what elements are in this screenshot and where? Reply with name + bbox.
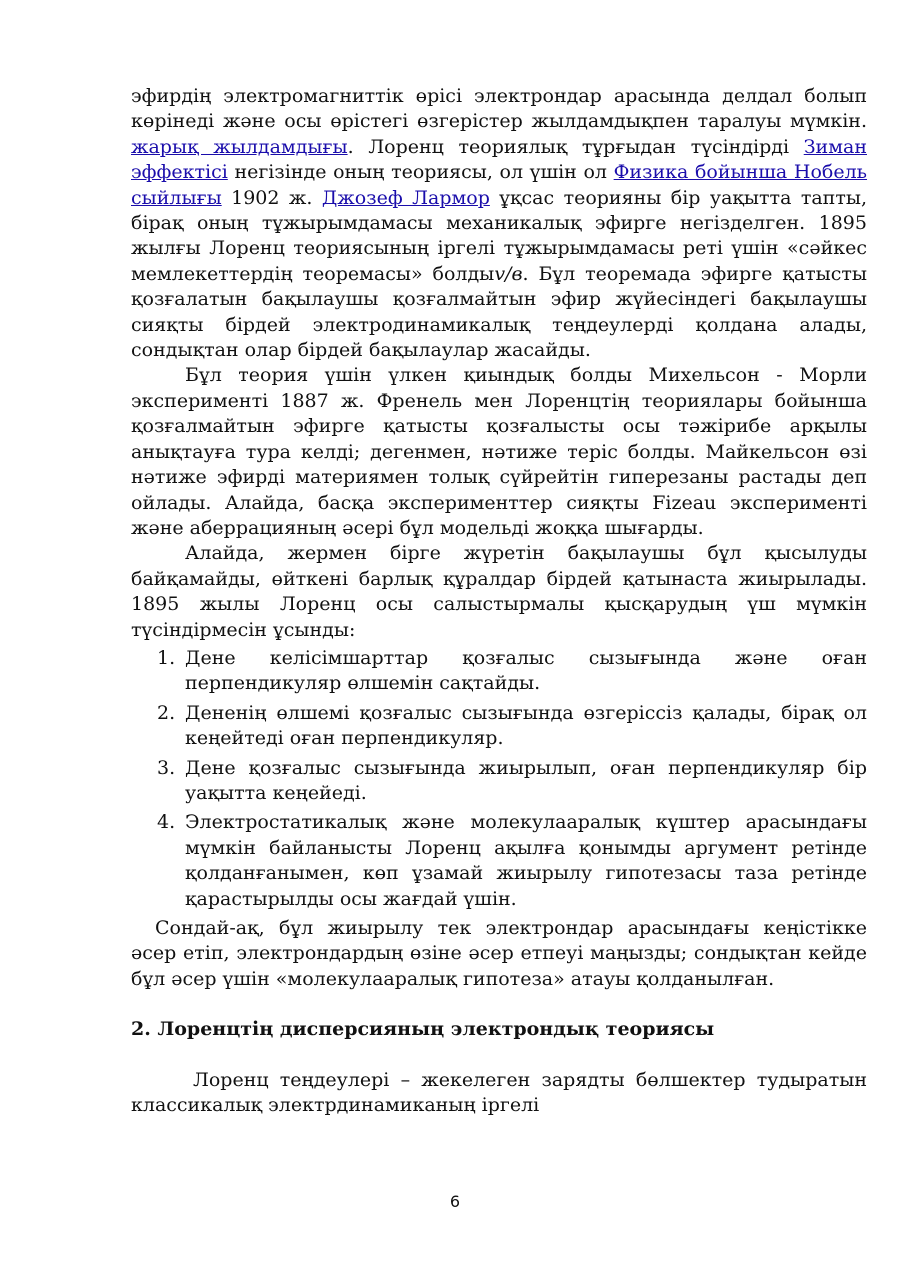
page-number: 6 [449, 1192, 461, 1211]
paragraph-lorentz-equations: Лоренц теңдеулері – жекелеген зарядты бөлшектер тудыратын классикалық электрдинамиканың іргелі [131, 1068, 867, 1117]
explanations-list [131, 646, 867, 912]
paragraph-ether-theory [131, 84, 867, 363]
list-item-text: Дененің өлшемі қозғалыс сызығында өзгеріссіз қалады, бірақ ол кеңейтеді оған перпендикуляр. [185, 701, 867, 750]
section-heading: 2. Лоренцтің дисперсияның электрондық теориясы [131, 1018, 715, 1041]
list-number: 4. [157, 811, 176, 834]
list-number: 2. [157, 701, 176, 724]
paragraph-michelson-morley: Бұл теория үшін үлкен қиындық болды Михельсон - Морли эксперименті 1887 ж. Френель мен Лоренцтің теориялары бойынша қозғалмайтын эфирге қатысты қозғалысты осы тәжірибе арқылы анықтауға тура келді; дегенмен, нәтиже теріс болды. Майкельсон өзі нәтиже эфирді материямен толық сүйрейтін гиперезаны растады деп ойлады. Алайда, басқа эксперименттер сияқты Fizeau эксперименті және аберрацияның әсері бұл модельді жоққа шығарды. [131, 364, 867, 539]
document-page [131, 84, 867, 1118]
list-number: 3. [157, 756, 176, 779]
list-item [131, 646, 867, 697]
paragraph-text: ұқсас теорияны бір уақытта тапты, бірақ оның тұжырымдамасы механикалық эфирге негізделген. 1895 жылғы Лоренц теориясының іргелі тұжырымдамасы реті үшін «сәйкес мемлекеттердің теоремасы» болды [131, 186, 867, 285]
list-number: 1. [157, 646, 176, 669]
paragraph-contraction: Алайда, жермен бірге жүретін бақылаушы бұл қысылуды байқамайды, өйткені барлық құралдар бірдей қатынаста жиырылады. 1895 жылы Лоренц осы салыстырмалы қысқарудың үш мүмкін түсіндірмесін ұсынды: [131, 542, 867, 641]
link-zeeman-effect[interactable]: Зиман эффектісі [131, 135, 867, 184]
paragraph-text: . Лоренц теориялық тұрғыдан түсіндірді [347, 135, 804, 158]
paragraph-text: эфирдің электромагниттік өрісі электрондар арасында делдал болып көрінеді және осы өрістегі өзгерістер жылдамдықпен таралуы мүмкін. [131, 85, 867, 133]
list-item-text: Дене қозғалыс сызығында жиырылып, оған перпендикуляр бір уақытта кеңейеді. [185, 756, 867, 804]
list-item-text: Дене келісімшарттар қозғалыс сызығында және оған перпендикуляр өлшемін сақтайды. [185, 646, 867, 695]
paragraph-molecular-hypothesis: Сондай-ақ, бұл жиырылу тек электрондар арасындағы кеңістікке әсер етіп, электрондардың өзіне әсер етпеуі маңызды; сондықтан кейде бұл әсер үшін «молекулааралық гипотеза» атауы қолданылған. [131, 917, 867, 990]
paragraph-text: . Бұл теоремада эфирге қатысты қозғалатын бақылаушы қозғалмайтын эфир жүйесіндегі бақылаушы сияқты бірдей электродинамикалық теңдеулерді қолдана алады, сондықтан олар бірдей бақылаулар жасайды. [131, 262, 867, 362]
link-joseph-larmor[interactable]: Джозеф Лармор [321, 186, 490, 209]
list-item-text: Электростатикалық және молекулааралық күштер арасындағы мүмкін байланысты Лоренц ақылға қонымды аргумент ретінде қолданғанымен, көп ұзамай жиырылу гипотезасы таза ретінде қарастырылды осы жағдай үшін. [185, 811, 867, 910]
paragraph-text: 1902 ж. [221, 186, 322, 209]
list-item [131, 701, 867, 752]
paragraph-text: негізінде оның теориясы, ол үшін ол [227, 161, 614, 184]
link-nobel-prize-physics[interactable]: Физика бойынша Нобель сыйлығы [131, 161, 868, 209]
formula-v-over-c: v/в [494, 262, 523, 285]
list-item [131, 756, 867, 807]
list-item [131, 810, 867, 912]
link-light-speed[interactable]: жарық жылдамдығы [131, 135, 348, 158]
